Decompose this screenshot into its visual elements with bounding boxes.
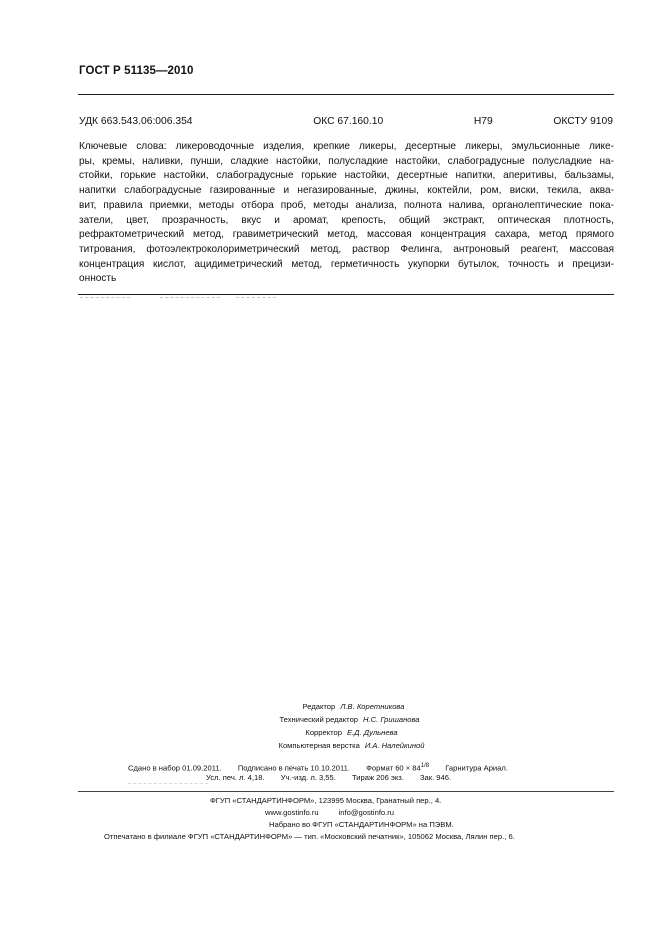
keywords-line: напитки слабоградусные газированные и негазированные, джины, коктейли, ром, виски, текила, аква- (79, 185, 614, 197)
sent-date: Сдано в набор 01.09.2011. (128, 763, 222, 773)
divider-top (78, 94, 614, 95)
typeface: Гарнитура Ариал. (445, 763, 508, 773)
keywords-line: затели, цвет, прозрачность, вкус и аромат, крепость, общий экстракт, оптическая плотность, (79, 214, 614, 226)
keywords-line: Ключевые слова: ликероводочные изделия, крепкие ликеры, десертные ликеры, эмульсионные лике- (79, 141, 614, 152)
print-info-line-2 (206, 772, 451, 784)
scan-artifact (128, 783, 208, 784)
keywords-line: ры, кремы, наливки, пунши, сладкие настойки, полусладкие настойки, слабоградусные полусладкие на- (79, 155, 614, 167)
document-code: ГОСТ Р 51135—2010 (79, 65, 194, 77)
edu-sheets: Уч.-изд. л. 3,55. (280, 773, 336, 782)
okstu-code: ОКСТУ 9109 (553, 116, 613, 127)
scan-artifact (160, 297, 220, 298)
keywords-line: вит, правила приемки, методы отбора проб, методы анализа, полнота налива, органолептические пока- (79, 199, 614, 211)
website-link: www.gostinfo.ru (265, 808, 319, 817)
scan-artifact (80, 297, 130, 298)
keywords-line: стойки, горькие настойки, слабоградусные горькие настойки, десертные напитки, аперитивы, бальзамы, (79, 170, 614, 182)
signed-date: Подписано в печать 10.10.2011. (237, 763, 350, 773)
credit-editor: Редактор Л.В. Коретникова (302, 702, 405, 711)
udk-code: УДК 663.543.06:006.354 (79, 116, 193, 127)
divider-bottom (78, 294, 614, 295)
keywords-line: онность (79, 273, 117, 285)
format: Формат 60 × 84 (366, 763, 421, 773)
keywords-line: концентрация кислот, ацидиметрический метод, герметичность укупорки бутылок, точность и прецизи- (79, 258, 614, 270)
oks-code: ОКС 67.160.10 (313, 116, 384, 127)
printed-note: Отпечатано в филиале ФГУП «СТАНДАРТИНФОРМ» — тип. «Московский печатник», 105062 Москва, Лялин пер., 6. (104, 832, 515, 841)
keywords-line: титрования, фотоэлектроколориметрический метод, раствор Фелинга, антроновый реагент, массовая (79, 243, 614, 255)
category-code: Н79 (473, 116, 493, 127)
print-sheets: Усл. печ. л. 4,18. (206, 773, 265, 782)
copies: Тираж 206 экз. (351, 773, 404, 782)
credit-corrector: Корректор Е.Д. Дульнева (305, 728, 398, 737)
contacts (265, 807, 394, 819)
scan-artifact (236, 297, 276, 298)
credit-layout: Компьютерная верстка И.А. Налейкиной (278, 741, 425, 750)
classification-row (79, 116, 613, 127)
credit-tech-editor: Технический редактор Н.С. Гришанова (279, 715, 420, 724)
credits-block (0, 700, 661, 752)
typeset-note: Набрано во ФГУП «СТАНДАРТИНФОРМ» на ПЭВМ. (269, 820, 454, 829)
divider-footer (78, 791, 614, 792)
format-fraction: 1/8 (420, 763, 430, 769)
keywords-paragraph (79, 140, 614, 287)
order-number: Зак. 946. (419, 773, 452, 782)
publisher-address: ФГУП «СТАНДАРТИНФОРМ», 123995 Москва, Гранатный пер., 4. (210, 796, 442, 805)
email-link: info@gostinfo.ru (338, 808, 395, 817)
keywords-line: рефрактометрический метод, гравиметрический метод, массовая концентрация сахара, метод прямого (79, 229, 614, 241)
